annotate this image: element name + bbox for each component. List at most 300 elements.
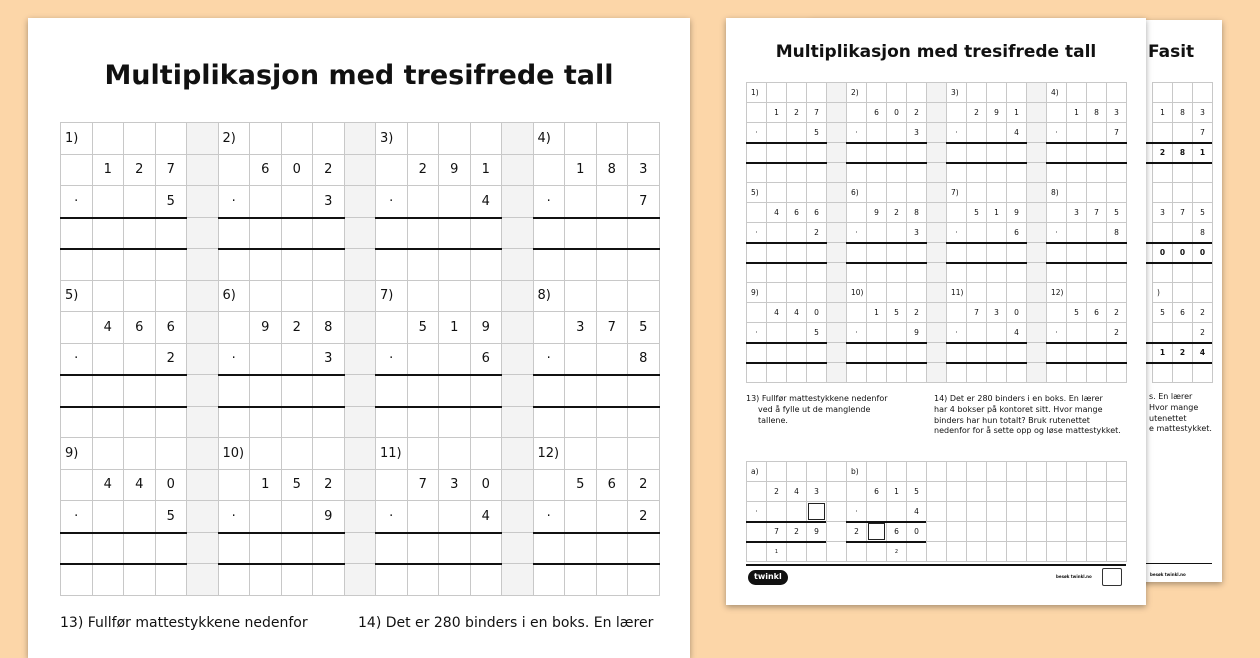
grid-cell [281, 563, 314, 596]
grid-cell [375, 374, 408, 407]
grid-cell [826, 222, 847, 243]
digit: 7 [1180, 208, 1185, 217]
grid-cell [846, 162, 867, 183]
grid-cell [1006, 342, 1027, 363]
grid-cell [281, 406, 314, 439]
grid-cell [786, 282, 807, 303]
answer-digit: 2 [1159, 148, 1166, 157]
grid-cell [1152, 262, 1173, 283]
grid-cell [886, 242, 907, 263]
grid-cell [826, 82, 847, 103]
problem-label: 12) [1051, 288, 1064, 297]
grid-cell [1066, 501, 1087, 522]
multiplier-digit: 2 [639, 508, 648, 524]
digit: 6 [1180, 308, 1185, 317]
grid-cell [866, 342, 887, 363]
grid-cell [186, 217, 219, 250]
grid-cell [926, 461, 947, 482]
grid-cell [1106, 142, 1127, 163]
grid-cell [501, 563, 534, 596]
grid-cell [312, 248, 345, 281]
digit: 0 [1014, 308, 1019, 317]
grid-cell [786, 142, 807, 163]
grid-cell [249, 217, 282, 250]
problem-label: 1) [65, 130, 79, 146]
grid-cell [766, 162, 787, 183]
grid-cell [786, 461, 807, 482]
grid-cell [866, 162, 887, 183]
grid-cell [746, 262, 767, 283]
grid-cell [786, 362, 807, 383]
grid-cell [986, 162, 1007, 183]
grid-cell [826, 262, 847, 283]
grid-cell [1106, 162, 1127, 183]
grid-cell [501, 217, 534, 250]
grid-cell [786, 322, 807, 343]
grid-cell [1066, 481, 1087, 502]
grid-cell [60, 311, 93, 344]
grid-cell [986, 541, 1007, 562]
times-sign: · [546, 508, 551, 524]
digit: 6 [135, 319, 144, 335]
times-sign: · [955, 328, 958, 337]
grid-cell [846, 481, 867, 502]
grid-cell [966, 362, 987, 383]
answer-line [746, 242, 827, 244]
result-digit: 2 [854, 527, 859, 536]
grid-cell [186, 185, 219, 218]
grid-cell [470, 217, 503, 250]
grid-cell [886, 142, 907, 163]
grid-cell [218, 469, 251, 502]
times-sign: · [74, 351, 79, 367]
multiplier-digit: 3 [324, 193, 333, 209]
digit: 5 [1160, 308, 1165, 317]
answer-line [60, 406, 187, 408]
grid-cell [123, 406, 156, 439]
grid-cell [312, 406, 345, 439]
answer-line [746, 342, 827, 344]
grid-cell [986, 481, 1007, 502]
grid-cell [344, 248, 377, 281]
grid-cell [866, 262, 887, 283]
grid-cell [438, 437, 471, 470]
grid-cell [826, 242, 847, 263]
grid-cell [1006, 182, 1027, 203]
times-sign: · [389, 193, 394, 209]
grid-cell [533, 406, 566, 439]
grid-cell [866, 541, 887, 562]
digit: 2 [292, 319, 301, 335]
question-14-preview: 14) Det er 280 binders i en boks. En lærer har 4 bokser på kontoret sitt. Hvor mange binders har hun totalt? Bruk rutenettet nedenfor for å sette opp og løse mattestykket. [934, 394, 1121, 436]
grid-cell [596, 563, 629, 596]
grid-cell [470, 374, 503, 407]
grid-cell [946, 242, 967, 263]
grid-cell [1026, 242, 1047, 263]
multiplier-digit: 7 [1114, 128, 1119, 137]
grid-cell [866, 282, 887, 303]
digit: 6 [166, 319, 175, 335]
answer-line [375, 374, 502, 376]
digit: 6 [874, 487, 879, 496]
grid-cell [906, 342, 927, 363]
multiplier-digit: 3 [914, 228, 919, 237]
grid-cell [92, 280, 125, 313]
grid-cell [596, 343, 629, 376]
grid-cell [1006, 242, 1027, 263]
carry-digit: 2 [894, 548, 899, 555]
grid-cell [1106, 342, 1127, 363]
grid-cell [1172, 182, 1193, 203]
grid-cell [946, 481, 967, 502]
grid-cell [1106, 362, 1127, 383]
grid-cell [281, 532, 314, 565]
footer-link[interactable]: besøk twinkl.no [1056, 574, 1092, 579]
multiplier-digit: 7 [1200, 128, 1205, 137]
answer-line [533, 563, 660, 565]
grid-cell [596, 406, 629, 439]
grid-cell [281, 248, 314, 281]
grid-cell [155, 217, 188, 250]
grid-cell [886, 122, 907, 143]
grid-cell [1026, 122, 1047, 143]
times-sign: · [389, 508, 394, 524]
grid-cell [564, 248, 597, 281]
grid-cell [826, 461, 847, 482]
grid-cell [218, 311, 251, 344]
grid-cell [92, 437, 125, 470]
grid-cell [826, 122, 847, 143]
question-13-preview: 13) Fullfør mattestykkene nedenfor ved å fylle ut de manglende tallene. [746, 394, 888, 425]
grid-cell [627, 532, 660, 565]
times-sign: · [855, 507, 858, 516]
answer-digit: 0 [1199, 248, 1206, 257]
grid-cell [596, 374, 629, 407]
worksheet-preview-title: Multiplikasjon med tresifrede tall [775, 42, 1097, 62]
multiplier-digit: 2 [814, 228, 819, 237]
grid-cell [1086, 541, 1107, 562]
grid-cell [1046, 342, 1067, 363]
grid-cell [218, 154, 251, 187]
digit: 9 [481, 319, 490, 335]
grid-cell [846, 342, 867, 363]
grid-cell [60, 374, 93, 407]
grid-cell [1006, 541, 1027, 562]
times-sign: · [855, 128, 858, 137]
grid-cell [966, 322, 987, 343]
answer-line [946, 262, 1027, 264]
problem-label: 8) [537, 288, 551, 304]
answer-key-q14-text: s. En lærer Hvor mange utenettet e mattestykket. [1149, 392, 1212, 434]
digit: 8 [914, 208, 919, 217]
grid-cell [60, 406, 93, 439]
grid-cell [312, 563, 345, 596]
digit: 7 [814, 108, 819, 117]
digit: 8 [607, 162, 616, 178]
grid-cell [564, 217, 597, 250]
times-sign: · [755, 328, 758, 337]
problem-label: 8) [1051, 188, 1059, 197]
times-sign: · [74, 193, 79, 209]
times-sign: · [755, 128, 758, 137]
grid-cell [786, 262, 807, 283]
grid-cell [986, 521, 1007, 542]
grid-cell [1066, 521, 1087, 542]
grid-cell [786, 162, 807, 183]
grid-cell [218, 532, 251, 565]
grid-cell [986, 222, 1007, 243]
digit: 8 [324, 319, 333, 335]
grid-cell [746, 202, 767, 223]
grid-cell [218, 406, 251, 439]
multiplier-digit: 4 [914, 507, 919, 516]
grid-cell [946, 262, 967, 283]
grid-cell [1172, 122, 1193, 143]
grid-cell [886, 461, 907, 482]
answer-digit: 4 [1199, 348, 1206, 357]
grid-cell [501, 469, 534, 502]
grid-cell [470, 248, 503, 281]
grid-cell [1106, 82, 1127, 103]
digit: 4 [794, 308, 799, 317]
grid-cell [375, 406, 408, 439]
grid-cell [1026, 282, 1047, 303]
grid-cell [746, 302, 767, 323]
result-digit: 9 [814, 527, 819, 536]
question-13: 13) Fullfør mattestykkene nedenfor [60, 615, 308, 631]
grid-cell [846, 262, 867, 283]
answer-digit: 1 [1199, 148, 1206, 157]
grid-cell [1046, 302, 1067, 323]
grid-cell [926, 342, 947, 363]
digit: 6 [1094, 308, 1099, 317]
grid-cell [186, 406, 219, 439]
grid-cell [60, 563, 93, 596]
grid-cell [218, 248, 251, 281]
answer-line [746, 541, 826, 543]
grid-cell [866, 222, 887, 243]
grid-cell [60, 469, 93, 502]
times-sign: · [546, 193, 551, 209]
grid-cell [826, 202, 847, 223]
digit: 5 [292, 477, 301, 493]
grid-cell [596, 217, 629, 250]
grid-cell [786, 541, 807, 562]
times-sign: · [74, 508, 79, 524]
grid-cell [966, 242, 987, 263]
grid-cell [60, 217, 93, 250]
grid-cell [746, 521, 767, 542]
grid-cell [1152, 322, 1173, 343]
grid-cell [866, 82, 887, 103]
times-sign: · [1055, 328, 1058, 337]
grid-cell [564, 563, 597, 596]
grid-cell [1026, 262, 1047, 283]
grid-cell [627, 280, 660, 313]
grid-cell [926, 262, 947, 283]
grid-cell [186, 343, 219, 376]
grid-cell [786, 242, 807, 263]
grid-cell [1106, 282, 1127, 303]
answer-line [60, 563, 187, 565]
grid-cell [155, 248, 188, 281]
grid-cell [596, 122, 629, 155]
answer-line [1046, 242, 1127, 244]
grid-cell [966, 481, 987, 502]
grid-cell [407, 500, 440, 533]
grid-cell [1026, 82, 1047, 103]
grid-cell [786, 182, 807, 203]
grid-cell [1006, 262, 1027, 283]
grid-cell [966, 541, 987, 562]
grid-cell [946, 461, 967, 482]
grid-cell [906, 182, 927, 203]
digit: 5 [1074, 308, 1079, 317]
multiplier-digit: 4 [481, 193, 490, 209]
digit: 8 [1094, 108, 1099, 117]
problem-label: 6) [222, 288, 236, 304]
grid-cell [281, 280, 314, 313]
grid-cell [1006, 481, 1027, 502]
grid-cell [966, 162, 987, 183]
digit: 6 [814, 208, 819, 217]
grid-cell [766, 282, 787, 303]
digit: 4 [103, 477, 112, 493]
grid-cell [312, 532, 345, 565]
times-sign: · [231, 508, 236, 524]
grid-cell [926, 82, 947, 103]
multiplier-digit: 5 [166, 508, 175, 524]
grid-cell [186, 248, 219, 281]
grid-cell [886, 182, 907, 203]
grid-cell [155, 406, 188, 439]
grid-cell [946, 501, 967, 522]
grid-cell [501, 122, 534, 155]
grid-cell [1066, 242, 1087, 263]
grid-cell [946, 102, 967, 123]
grid-cell [344, 469, 377, 502]
times-sign: · [546, 351, 551, 367]
grid-cell [1106, 242, 1127, 263]
grid-cell [906, 142, 927, 163]
grid-cell [470, 563, 503, 596]
grid-cell [344, 532, 377, 565]
grid-cell [344, 280, 377, 313]
grid-cell [501, 532, 534, 565]
grid-cell [564, 406, 597, 439]
grid-cell [470, 122, 503, 155]
multiplier-digit: 7 [639, 193, 648, 209]
digit: 1 [994, 208, 999, 217]
digit: 1 [481, 162, 490, 178]
grid-cell [249, 122, 282, 155]
digit: 5 [1200, 208, 1205, 217]
digit: 6 [607, 477, 616, 493]
digit: 2 [639, 477, 648, 493]
footer-link[interactable]: besøk twinkl.no [1150, 572, 1186, 577]
grid-cell [826, 162, 847, 183]
answer-line [846, 342, 927, 344]
grid-cell [344, 374, 377, 407]
grid-cell [786, 342, 807, 363]
grid-cell [826, 302, 847, 323]
grid-cell [92, 185, 125, 218]
grid-cell [906, 242, 927, 263]
grid-cell [438, 248, 471, 281]
grid-cell [186, 469, 219, 502]
grid-cell [846, 242, 867, 263]
answer-line [846, 142, 927, 144]
grid-cell [1006, 461, 1027, 482]
digit: 2 [418, 162, 427, 178]
multiplier-digit: 4 [481, 508, 490, 524]
grid-cell [926, 162, 947, 183]
grid-cell [375, 563, 408, 596]
answer-line [846, 541, 926, 543]
grid-cell [1086, 162, 1107, 183]
grid-cell [826, 521, 847, 542]
grid-cell [846, 302, 867, 323]
grid-cell [407, 532, 440, 565]
digit: 2 [1200, 308, 1205, 317]
digit: 0 [894, 108, 899, 117]
grid-cell [846, 102, 867, 123]
digit: 9 [1014, 208, 1019, 217]
digit: 3 [814, 487, 819, 496]
grid-cell [564, 185, 597, 218]
grid-cell [806, 342, 827, 363]
grid-cell [986, 82, 1007, 103]
grid-cell [186, 280, 219, 313]
digit: 5 [974, 208, 979, 217]
answer-line [846, 162, 927, 164]
grid-cell [60, 248, 93, 281]
result-digit: 2 [794, 527, 799, 536]
grid-cell [533, 532, 566, 565]
grid-cell [966, 142, 987, 163]
grid-cell [826, 182, 847, 203]
grid-cell [826, 481, 847, 502]
grid-cell [564, 437, 597, 470]
grid-cell [1066, 282, 1087, 303]
grid-cell [986, 322, 1007, 343]
digit: 3 [1200, 108, 1205, 117]
grid-cell [1046, 501, 1067, 522]
grid-cell [926, 322, 947, 343]
multiplier-digit: 8 [1114, 228, 1119, 237]
grid-cell [766, 501, 787, 522]
multiplier-digit: 8 [639, 351, 648, 367]
grid-cell [946, 521, 967, 542]
grid-cell [766, 122, 787, 143]
answer-line [533, 406, 660, 408]
grid-cell [766, 182, 787, 203]
grid-cell [92, 122, 125, 155]
missing-digit-box [868, 523, 885, 540]
grid-cell [438, 185, 471, 218]
grid-cell [1192, 82, 1213, 103]
answer-line [375, 532, 502, 534]
question-14: 14) Det er 280 binders i en boks. En lærer [358, 615, 654, 631]
grid-cell [281, 437, 314, 470]
grid-cell [375, 469, 408, 502]
answer-key-title: Fasit [1148, 42, 1195, 62]
grid-cell [846, 142, 867, 163]
digit: 9 [874, 208, 879, 217]
answer-line [375, 217, 502, 219]
grid-cell [786, 82, 807, 103]
grid-cell [946, 162, 967, 183]
